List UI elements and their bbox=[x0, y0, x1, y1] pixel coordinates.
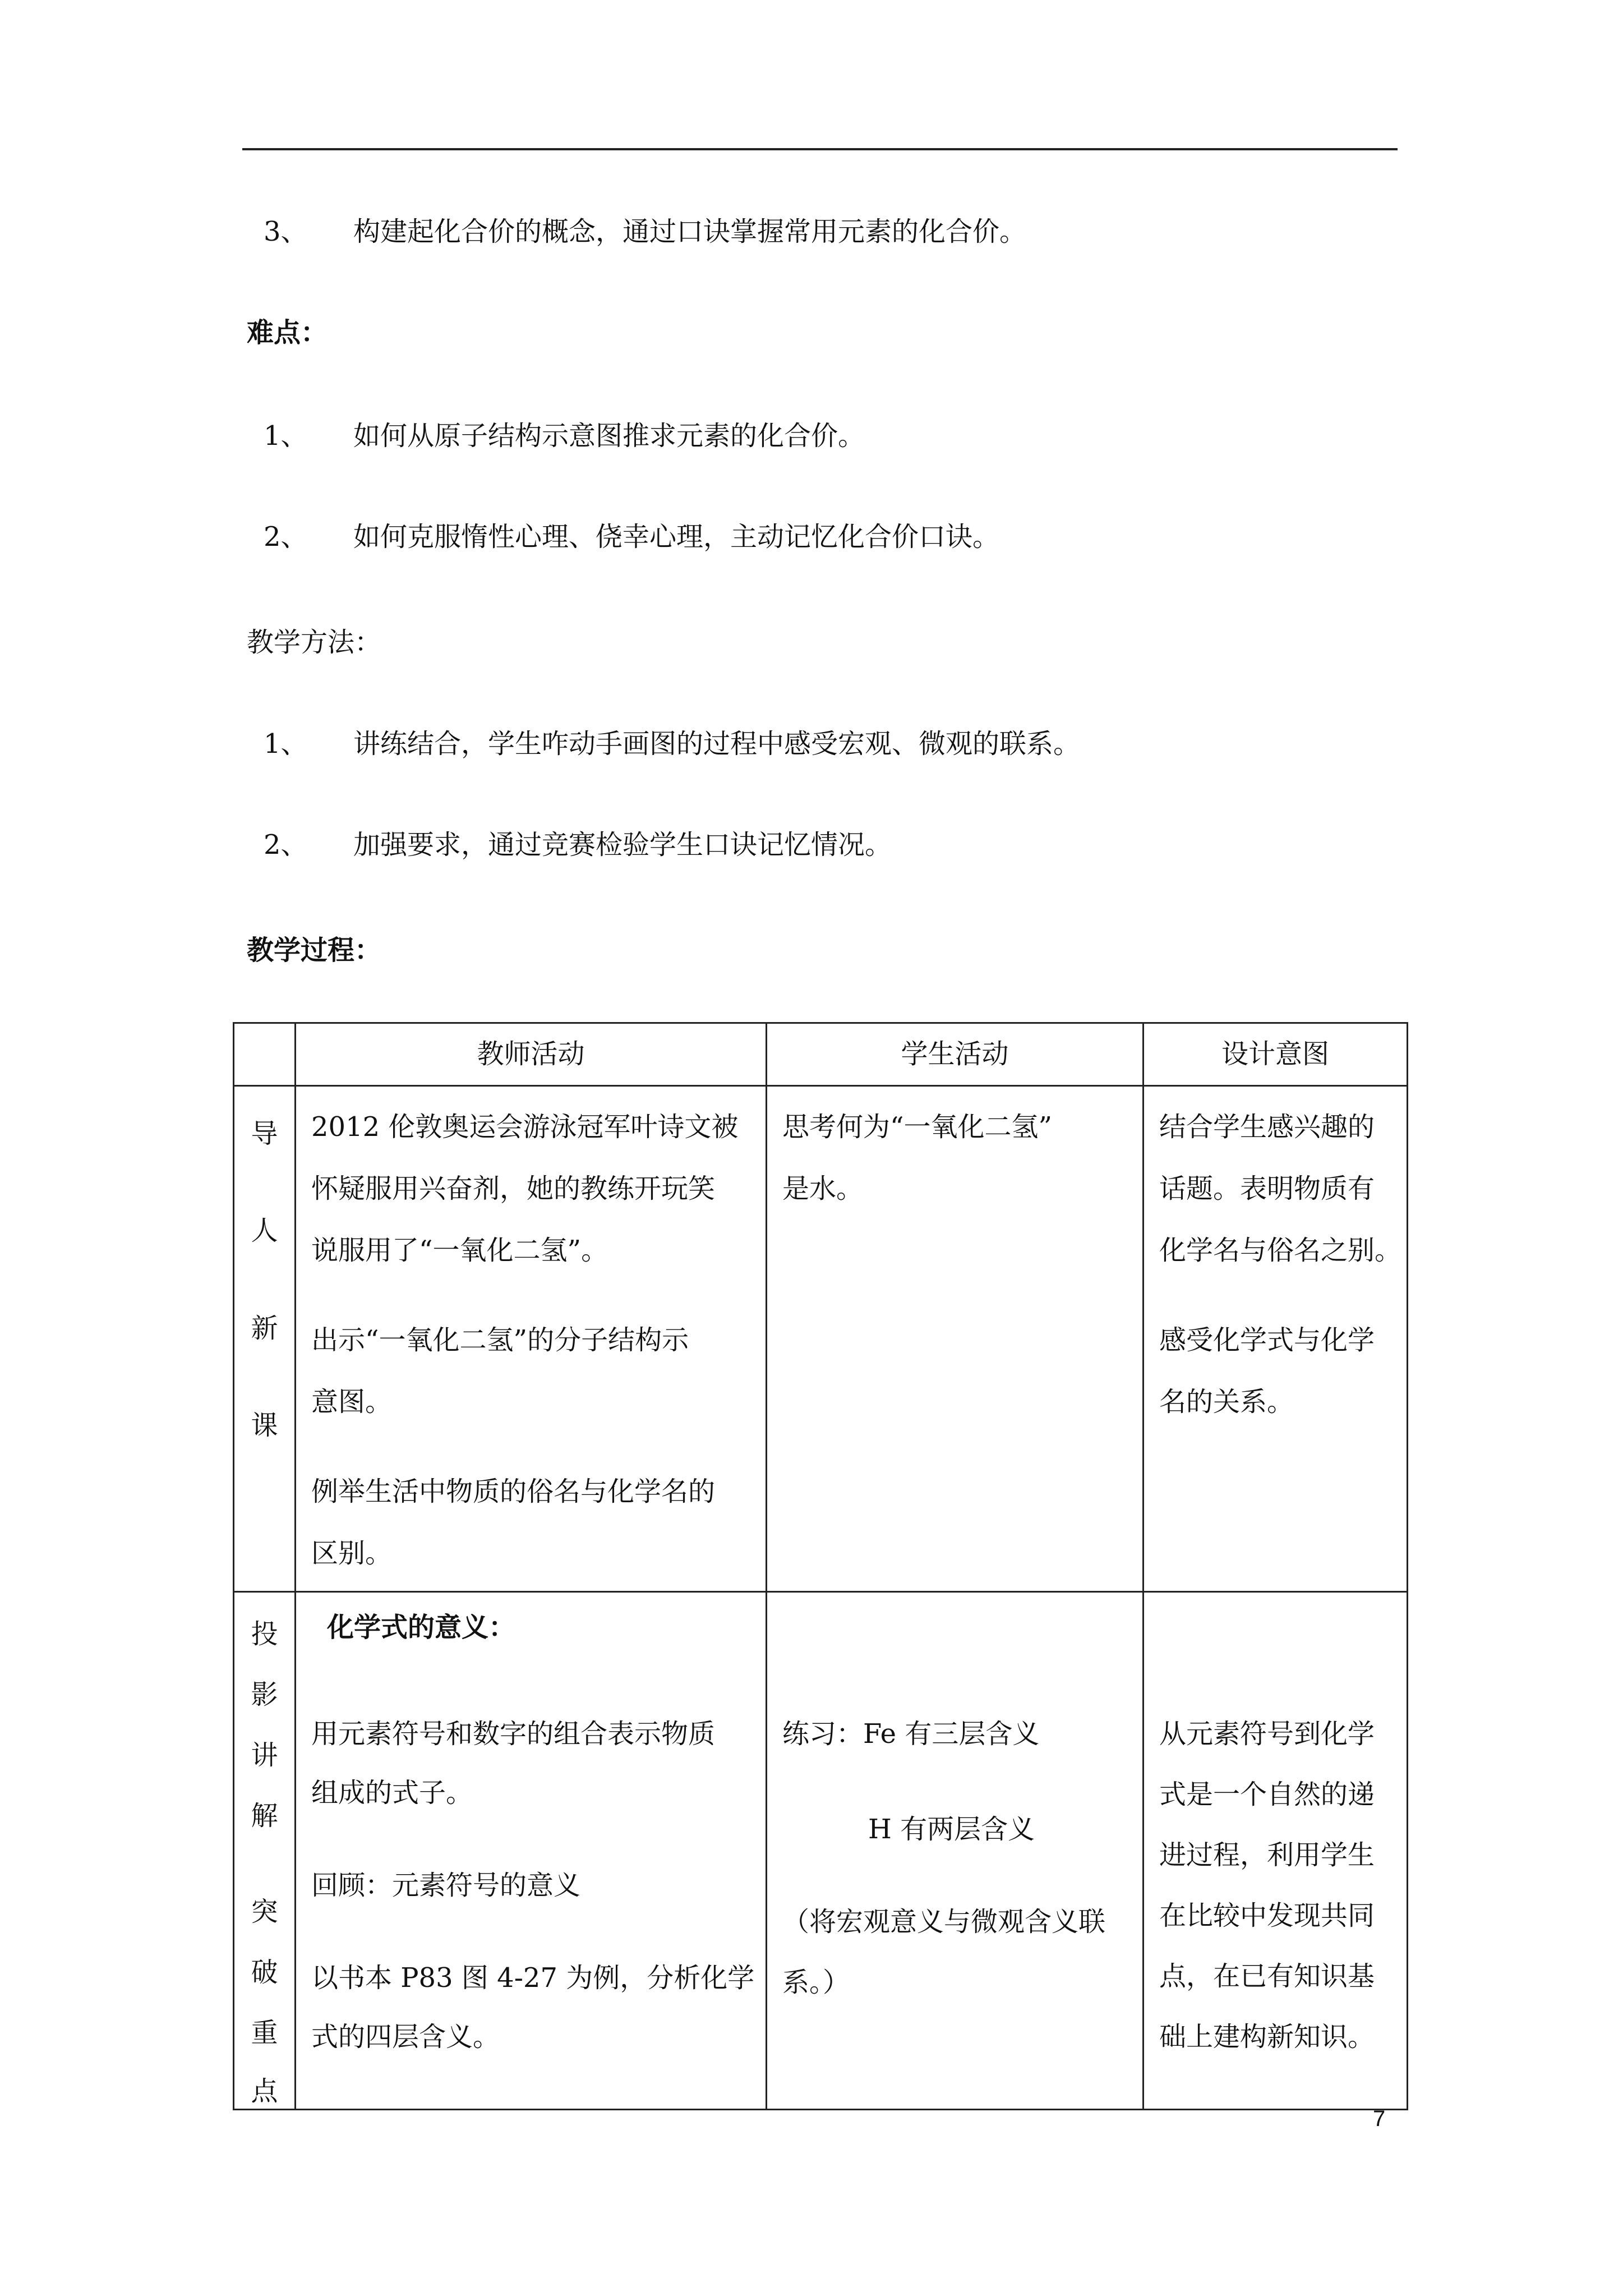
list-number: 1、 bbox=[264, 420, 308, 452]
student-activity-cell bbox=[767, 1592, 1144, 2110]
cell-text: 名的关系。 bbox=[1159, 1386, 1294, 1418]
cell-text: 是水。 bbox=[782, 1173, 864, 1204]
list-number: 2、 bbox=[264, 521, 308, 553]
student-activity-cell bbox=[767, 1086, 1144, 1592]
cell-text: 练习：Fe 有三层含义 bbox=[782, 1718, 1040, 1750]
list-number: 1、 bbox=[264, 728, 308, 760]
list-number: 3、 bbox=[264, 216, 308, 247]
cell-text: 系。） bbox=[782, 1967, 850, 1998]
header-student-activity: 学生活动 bbox=[767, 1023, 1144, 1086]
process-heading: 教学过程： bbox=[247, 935, 382, 966]
cell-text: （将宏观意义与微观含义联 bbox=[782, 1906, 1106, 1938]
page-number: 7 bbox=[1373, 2106, 1386, 2131]
stage-cell bbox=[234, 1592, 296, 2110]
stage-char: 讲 bbox=[251, 1740, 278, 1771]
stage-cell bbox=[234, 1086, 296, 1592]
cell-text: 点，在已有知识基 bbox=[1159, 1961, 1375, 1992]
cell-text: 意图。 bbox=[311, 1386, 393, 1418]
cell-text: 回顾：元素符号的意义 bbox=[311, 1870, 581, 1901]
cell-text: 进过程，利用学生 bbox=[1159, 1839, 1375, 1871]
cell-text: H 有两层含义 bbox=[868, 1814, 1035, 1845]
cell-text: 在比较中发现共同 bbox=[1159, 1900, 1375, 1931]
difficulty-item-1 bbox=[264, 419, 865, 453]
header-stage bbox=[234, 1023, 296, 1086]
stage-char: 突 bbox=[251, 1896, 278, 1927]
stage-char: 导 bbox=[251, 1118, 278, 1149]
difficulty-item-2 bbox=[264, 520, 1000, 554]
cell-text: 式的四层含义。 bbox=[311, 2021, 500, 2053]
cell-text: 2012 伦敦奥运会游泳冠军叶诗文被 bbox=[311, 1111, 739, 1143]
stage-char: 解 bbox=[251, 1800, 278, 1832]
lesson-process-table bbox=[233, 1022, 1408, 2110]
table-row bbox=[234, 1086, 1408, 1592]
table-row bbox=[234, 1592, 1408, 2110]
list-text: 如何从原子结构示意图推求元素的化合价。 bbox=[353, 420, 865, 452]
difficulties-heading: 难点： bbox=[247, 317, 328, 348]
cell-text: 话题。表明物质有 bbox=[1159, 1173, 1375, 1204]
teacher-activity-cell bbox=[296, 1086, 767, 1592]
list-text: 讲练结合，学生咋动手画图的过程中感受宏观、微观的联系。 bbox=[353, 728, 1081, 760]
list-number: 2、 bbox=[264, 829, 308, 861]
cell-text: 组成的式子。 bbox=[311, 1777, 473, 1809]
cell-text: 区别。 bbox=[311, 1538, 393, 1569]
cell-text: 说服用了“一氧化二氢”。 bbox=[311, 1235, 608, 1266]
cell-text: 感受化学式与化学 bbox=[1159, 1324, 1375, 1356]
cell-text: 出示“一氧化二氢”的分子结构示 bbox=[311, 1324, 689, 1356]
stage-char: 破 bbox=[251, 1957, 278, 1988]
cell-text: 础上建构新知识。 bbox=[1159, 2021, 1375, 2053]
list-text: 构建起化合价的概念，通过口诀掌握常用元素的化合价。 bbox=[353, 216, 1027, 247]
cell-text: 以书本 P83 图 4-27 为例，分析化学 bbox=[311, 1962, 755, 1994]
teacher-activity-cell bbox=[296, 1592, 767, 2110]
stage-char: 影 bbox=[251, 1679, 278, 1710]
header-rule bbox=[242, 148, 1398, 150]
stage-char: 点 bbox=[251, 2076, 278, 2107]
stage-char: 人 bbox=[251, 1215, 278, 1246]
methods-heading: 教学方法： bbox=[247, 627, 382, 658]
design-intent-cell bbox=[1144, 1592, 1408, 2110]
cell-heading: 化学式的意义： bbox=[327, 1612, 516, 1643]
cell-text: 式是一个自然的递 bbox=[1159, 1779, 1375, 1810]
key-point-3 bbox=[264, 215, 1027, 249]
stage-char: 新 bbox=[251, 1313, 278, 1344]
stage-char: 投 bbox=[251, 1618, 278, 1650]
cell-text: 思考何为“一氧化二氢” bbox=[782, 1111, 1053, 1143]
cell-text: 怀疑服用兴奋剂，她的教练开玩笑 bbox=[311, 1173, 716, 1204]
stage-char: 课 bbox=[251, 1410, 278, 1441]
cell-text: 用元素符号和数字的组合表示物质 bbox=[311, 1718, 716, 1750]
method-item-2 bbox=[264, 828, 892, 862]
table-header-row bbox=[234, 1023, 1408, 1086]
design-intent-cell bbox=[1144, 1086, 1408, 1592]
list-text: 如何克服惰性心理、侥幸心理，主动记忆化合价口诀。 bbox=[353, 521, 1000, 553]
method-item-1 bbox=[264, 727, 1081, 761]
cell-text: 结合学生感兴趣的 bbox=[1159, 1111, 1375, 1143]
stage-char: 重 bbox=[251, 2017, 278, 2049]
cell-text: 化学名与俗名之别。 bbox=[1159, 1235, 1402, 1266]
header-teacher-activity: 教师活动 bbox=[296, 1023, 767, 1086]
list-text: 加强要求，通过竞赛检验学生口诀记忆情况。 bbox=[353, 829, 892, 861]
header-design-intent: 设计意图 bbox=[1144, 1023, 1408, 1086]
cell-text: 从元素符号到化学 bbox=[1159, 1718, 1375, 1750]
cell-text: 例举生活中物质的俗名与化学名的 bbox=[311, 1476, 716, 1507]
